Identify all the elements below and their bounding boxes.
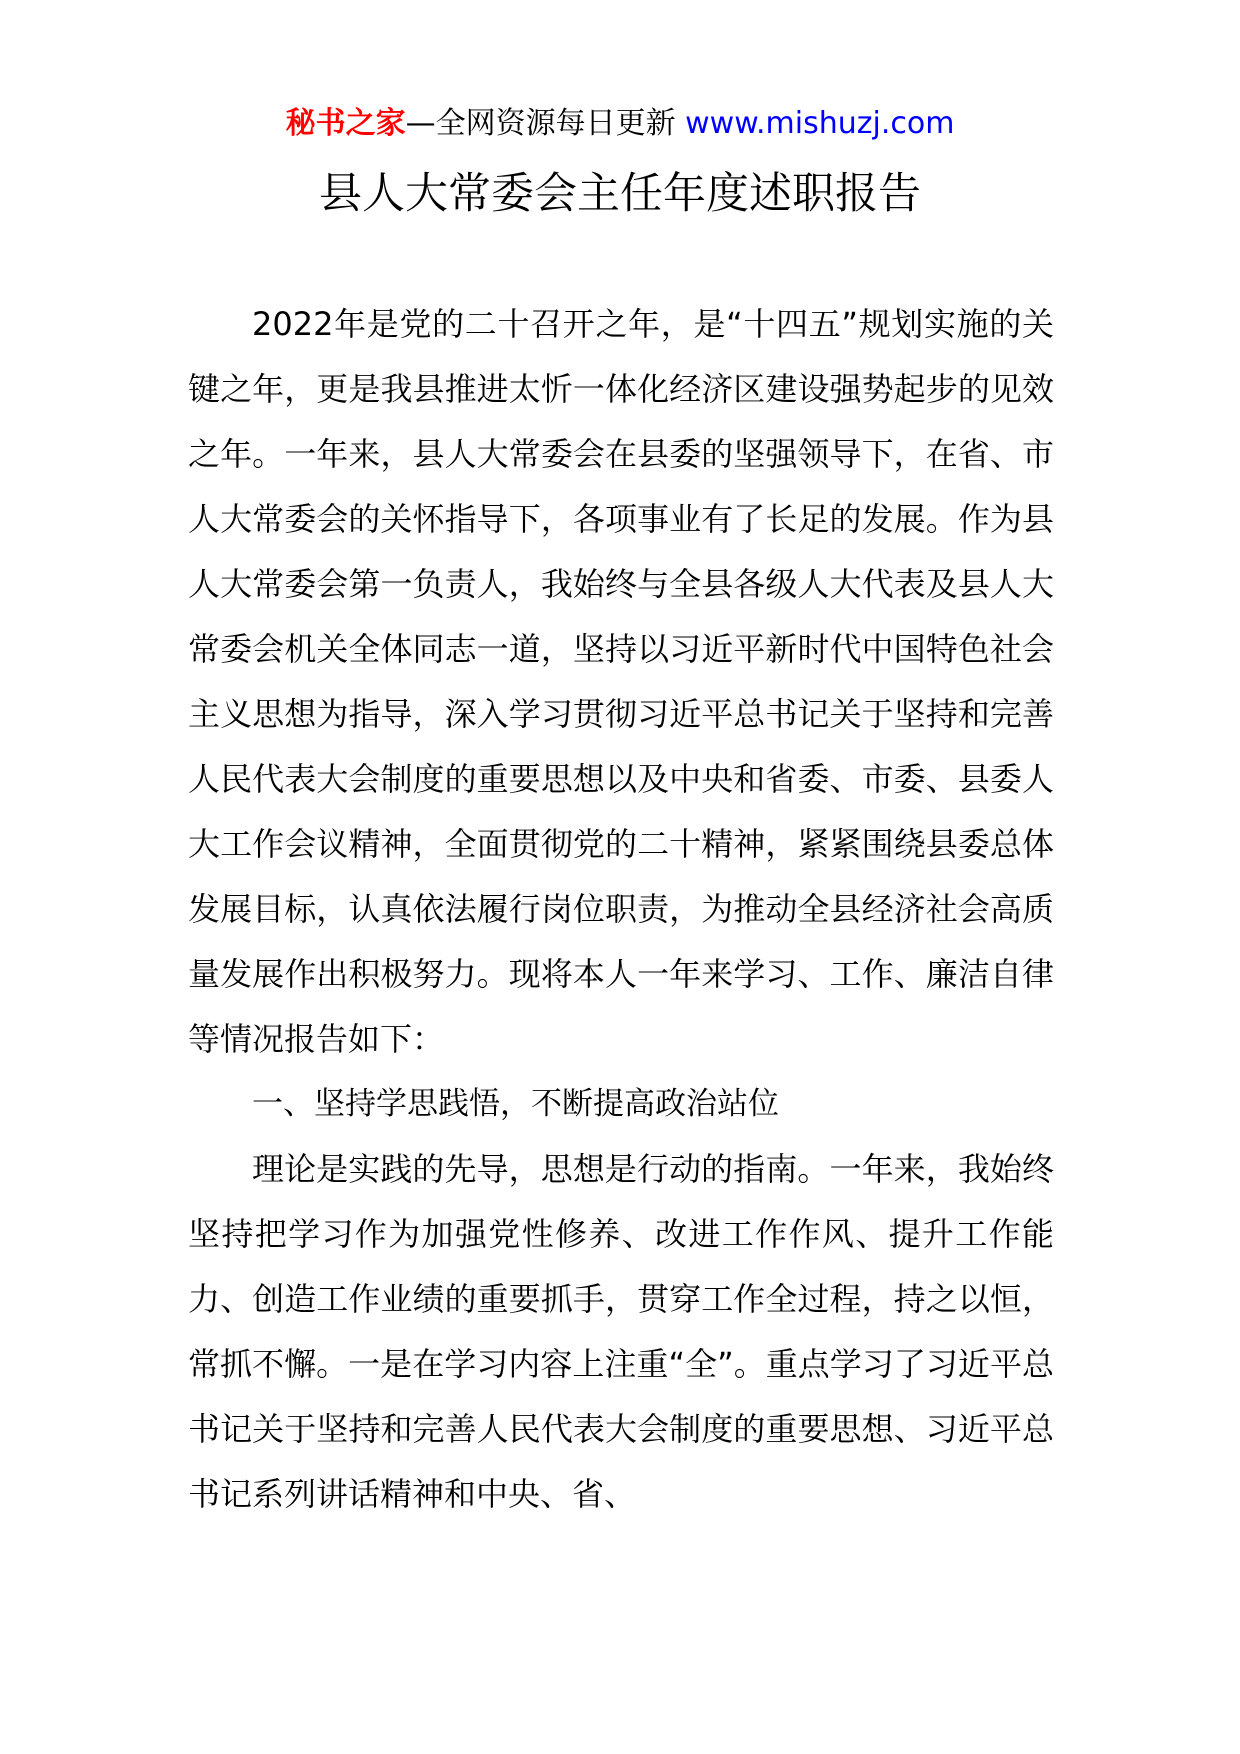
site-tagline: —全网资源每日更新: [405, 106, 676, 141]
document-body: [188, 292, 1054, 1527]
body-paragraph-intro: 2022年是党的二十召开之年，是“十四五”规划实施的关键之年，更是我县推进太忻一体化经济区建设强势起步的见效之年。一年来，县人大常委会在县委的坚强领导下，在省、市人大常委会的关怀指导下，各项事业有了长足的发展。作为县人大常委会第一负责人，我始终与全县各级人大代表及县人大常委会机关全体同志一道，坚持以习近平新时代中国特色社会主义思想为指导，深入学习贯彻习近平总书记关于坚持和完善人民代表大会制度的重要思想以及中央和省委、市委、县委人大工作会议精神，全面贯彻党的二十精神，紧紧围绕县委总体发展目标，认真依法履行岗位职责，为推动全县经济社会高质量发展作出积极努力。现将本人一年来学习、工作、廉洁自律等情况报告如下：: [188, 305, 1054, 1058]
site-banner: [0, 104, 1240, 144]
site-brand: 秘书之家: [285, 106, 406, 141]
document-title: 县人大常委会主任年度述职报告: [319, 169, 921, 219]
site-url-link[interactable]: www.mishuzj.com: [685, 106, 955, 141]
section-heading-1: 一、坚持学思践悟，不断提高政治站位: [252, 1086, 779, 1122]
body-paragraph-study: 理论是实践的先导，思想是行动的指南。一年来，我始终坚持把学习作为加强党性修养、改进工作作风、提升工作能力、创造工作业绩的重要抓手，贯穿工作全过程，持之以恒，常抓不懈。一是在学习内容上注重“全”。重点学习了习近平总书记关于坚持和完善人民代表大会制度的重要思想、习近平总书记系列讲话精神和中央、省、: [188, 1150, 1054, 1513]
